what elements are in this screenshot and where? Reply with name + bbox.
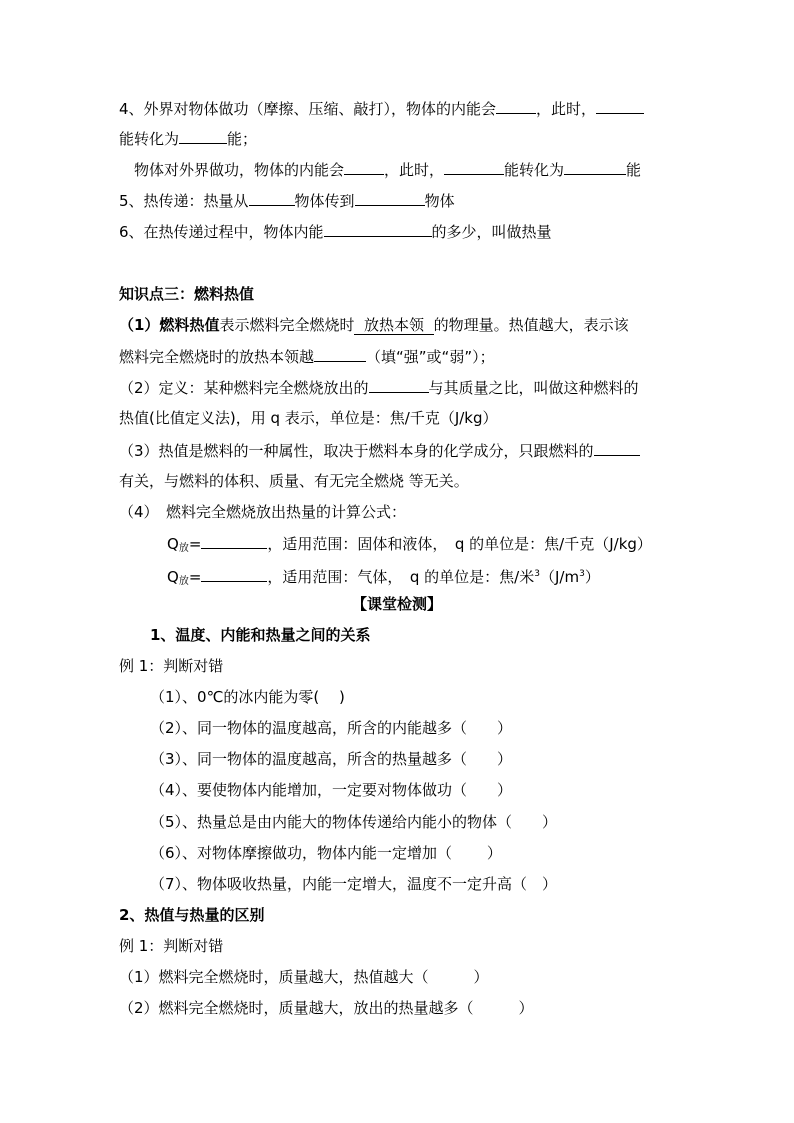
line-item-6 — [119, 221, 552, 242]
blank — [314, 346, 366, 362]
list-item: （6）、对物体摩擦做功，物体内能一定增加（ ） — [150, 844, 502, 862]
text: 能转化为 — [119, 130, 180, 148]
list-item: （2）燃料完全燃烧时，质量越大，放出的热量越多（ ） — [119, 999, 534, 1017]
blank — [564, 159, 626, 175]
text: = — [188, 535, 202, 553]
check-title: 【课堂检测】 — [351, 595, 442, 613]
text: 燃料完全燃烧时的放热本领越 — [119, 348, 315, 366]
para-3-cont: 有关，与燃料的体积、质量、有无完全燃烧 等无关。 — [119, 472, 469, 490]
line-item-4-b — [134, 159, 641, 180]
text: 能； — [227, 130, 258, 148]
list-item: （4）、要使物体内能增加，一定要对物体做功（ ） — [150, 781, 513, 799]
text: ） — [584, 568, 600, 586]
text: （填“强”或“弱”）； — [366, 348, 495, 366]
blank — [355, 190, 425, 206]
text: 表示燃料完全燃烧时 — [219, 316, 355, 334]
blank — [324, 221, 432, 237]
text: Q — [167, 568, 179, 586]
blank — [344, 159, 384, 175]
filled-blank — [354, 316, 433, 335]
blank — [369, 377, 429, 393]
formula-2 — [167, 564, 600, 592]
text: 能 — [626, 161, 642, 179]
blank — [249, 190, 295, 206]
section-heading: 知识点三：燃料热值 — [119, 285, 255, 303]
blank — [201, 566, 267, 582]
text: （3）热值是燃料的一种属性，取决于燃料本身的化学成分，只跟燃料的 — [119, 442, 594, 460]
list-item: （2）、同一物体的温度越高，所含的内能越多（ ） — [150, 719, 513, 737]
list-item: （7）、物体吸收热量，内能一定增大，温度不一定升高（ ） — [150, 875, 558, 893]
para-2 — [119, 377, 639, 398]
text: ，适用范围：气体， q 的单位是：焦/米 — [267, 568, 535, 586]
para-1-cont — [119, 346, 495, 367]
list-item: （1）、0℃的冰内能为零( ) — [150, 688, 345, 706]
list-item: （5）、热量总是由内能大的物体传递给内能小的物体（ ） — [150, 813, 558, 831]
text: Q — [167, 535, 179, 553]
subscript: 放 — [178, 543, 189, 554]
blank — [201, 533, 267, 549]
text: 的多少，叫做热量 — [431, 223, 552, 241]
text: 4、外界对物体做功（摩擦、压缩、敲打），物体的内能会 — [119, 100, 497, 118]
superscript: 3 — [534, 569, 540, 579]
blank — [444, 159, 504, 175]
text: 物体 — [424, 192, 455, 210]
text: 物体传到 — [294, 192, 355, 210]
blank — [496, 98, 536, 114]
text: 6、在热传递过程中，物体内能 — [119, 223, 324, 241]
text: （J/m — [539, 568, 580, 586]
line-item-4 — [119, 98, 644, 119]
text-bold: （1）燃料热值 — [119, 316, 220, 334]
text: 的物理量。热值越大，表示该 — [433, 316, 629, 334]
text: ，此时， — [384, 161, 445, 179]
line-item-5 — [119, 190, 455, 211]
text: ，此时， — [536, 100, 597, 118]
text: 放热本领 — [364, 316, 425, 334]
blank — [179, 128, 227, 144]
topic-2: 2、热值与热量的区别 — [119, 906, 265, 924]
text: 能转化为 — [504, 161, 565, 179]
formula-1 — [167, 533, 652, 559]
text: 物体对外界做功，物体的内能会 — [134, 161, 345, 179]
example-label: 例 1：判断对错 — [119, 937, 224, 955]
example-label: 例 1：判断对错 — [119, 657, 224, 675]
para-3 — [119, 440, 640, 461]
subscript: 放 — [178, 576, 189, 587]
text: = — [188, 568, 202, 586]
para-1 — [119, 315, 629, 335]
text: 与其质量之比，叫做这种燃料的 — [428, 379, 639, 397]
text: （2）定义：某种燃料完全燃烧放出的 — [119, 379, 369, 397]
line-item-4-cont — [119, 128, 257, 149]
superscript: 3 — [579, 569, 585, 579]
para-4: （4） 燃料完全燃烧放出热量的计算公式： — [119, 503, 407, 521]
blank — [594, 440, 640, 456]
topic-1: 1、温度、内能和热量之间的关系 — [150, 626, 371, 644]
blank — [596, 98, 644, 114]
list-item: （3）、同一物体的温度越高，所含的热量越多（ ） — [150, 750, 513, 768]
text: 5、热传递：热量从 — [119, 192, 249, 210]
para-2-cont: 热值(比值定义法)，用 q 表示，单位是：焦/千克（J/kg） — [119, 409, 498, 427]
text: ，适用范围：固体和液体， q 的单位是：焦/千克（J/kg） — [267, 535, 652, 553]
list-item: （1）燃料完全燃烧时，质量越大，热值越大（ ） — [119, 968, 489, 986]
